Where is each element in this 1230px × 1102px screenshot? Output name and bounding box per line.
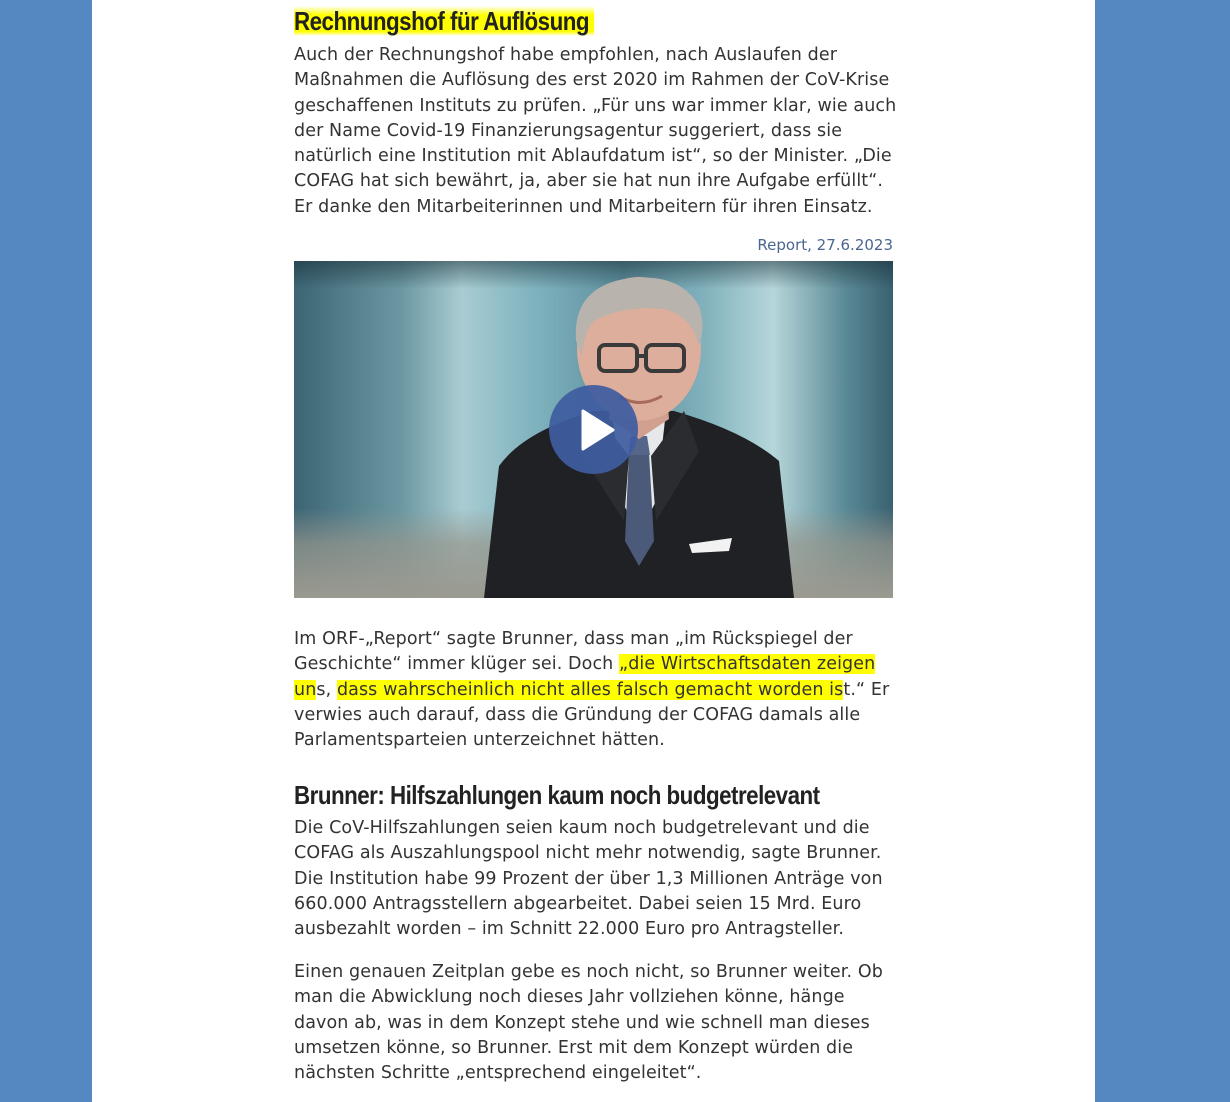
paragraph-hilfszahlungen: Die CoV-Hilfszahlungen seien kaum noch budgetrelevant und die COFAG als Auszahlungspool nicht mehr notwendig, sagte Brunner. Die Institution habe 99 Prozent der über 1,3 Millionen Anträge von 660.000 Antragsstellern abgearbeitet. Dabei seien 15 Mrd. Euro ausbezahlt worden – im Schnitt 22.000 Euro pro Antragsteller. (294, 818, 883, 940)
heading-highlight: Rechnungshof für Auflösung (294, 6, 594, 36)
section-heading-rechnungshof (294, 4, 594, 38)
quote-highlight-1: „die Wirtschaftsdaten zeigen un (294, 654, 876, 700)
quote-highlight-2: dass wahrscheinlich nicht alles falsch gemacht worden is (336, 679, 844, 700)
paragraph-zeitplan: Einen genauen Zeitplan gebe es noch nicht, so Brunner weiter. Ob man die Abwicklung noch dieses Jahr vollziehen könne, hänge davon ab, was in dem Konzept stehe und wie schnell man dieses umsetzen könne, so Brunner. Erst mit dem Konzept würden die nächsten Schritte „entsprechend eingeleitet“. (294, 962, 883, 1084)
quote-text-mid: s, (316, 679, 337, 700)
paragraph-rechnungshof: Auch der Rechnungshof habe empfohlen, nach Auslaufen der Maßnahmen die Auflösung des erst 2020 im Rahmen der CoV-Krise geschaffenen Instituts zu prüfen. „Für uns war immer klar, wie auch der Name Covid-19 Finanzierungsagentur suggeriert, dass sie natürlich eine Institution mit Ablaufdatum ist“, so der Minister. „Die COFAG hat sich bewährt, ja, aber sie hat nun ihre Aufgabe erfüllt“. Er danke den Mitarbeiterinnen und Mitarbeitern für ihren Einsatz. (294, 45, 897, 217)
play-icon (581, 409, 615, 451)
paragraph-report-quote (294, 627, 904, 753)
video-caption: Report, 27.6.2023 (757, 236, 893, 254)
quote-text-after: t.“ Er verwies auch darauf, dass die Gründung der COFAG damals alle Parlamentsparteien unterzeichnet hätten. (294, 679, 890, 751)
video-player[interactable] (294, 261, 893, 598)
page-content (92, 0, 1095, 1102)
play-button[interactable] (549, 385, 638, 474)
quote-text-before: Im ORF-„Report“ sagte Brunner, dass man „im Rückspiegel der Geschichte“ immer klüger sei. Doch (294, 629, 853, 675)
section-heading-hilfszahlungen: Brunner: Hilfszahlungen kaum noch budgetrelevant (294, 780, 820, 810)
